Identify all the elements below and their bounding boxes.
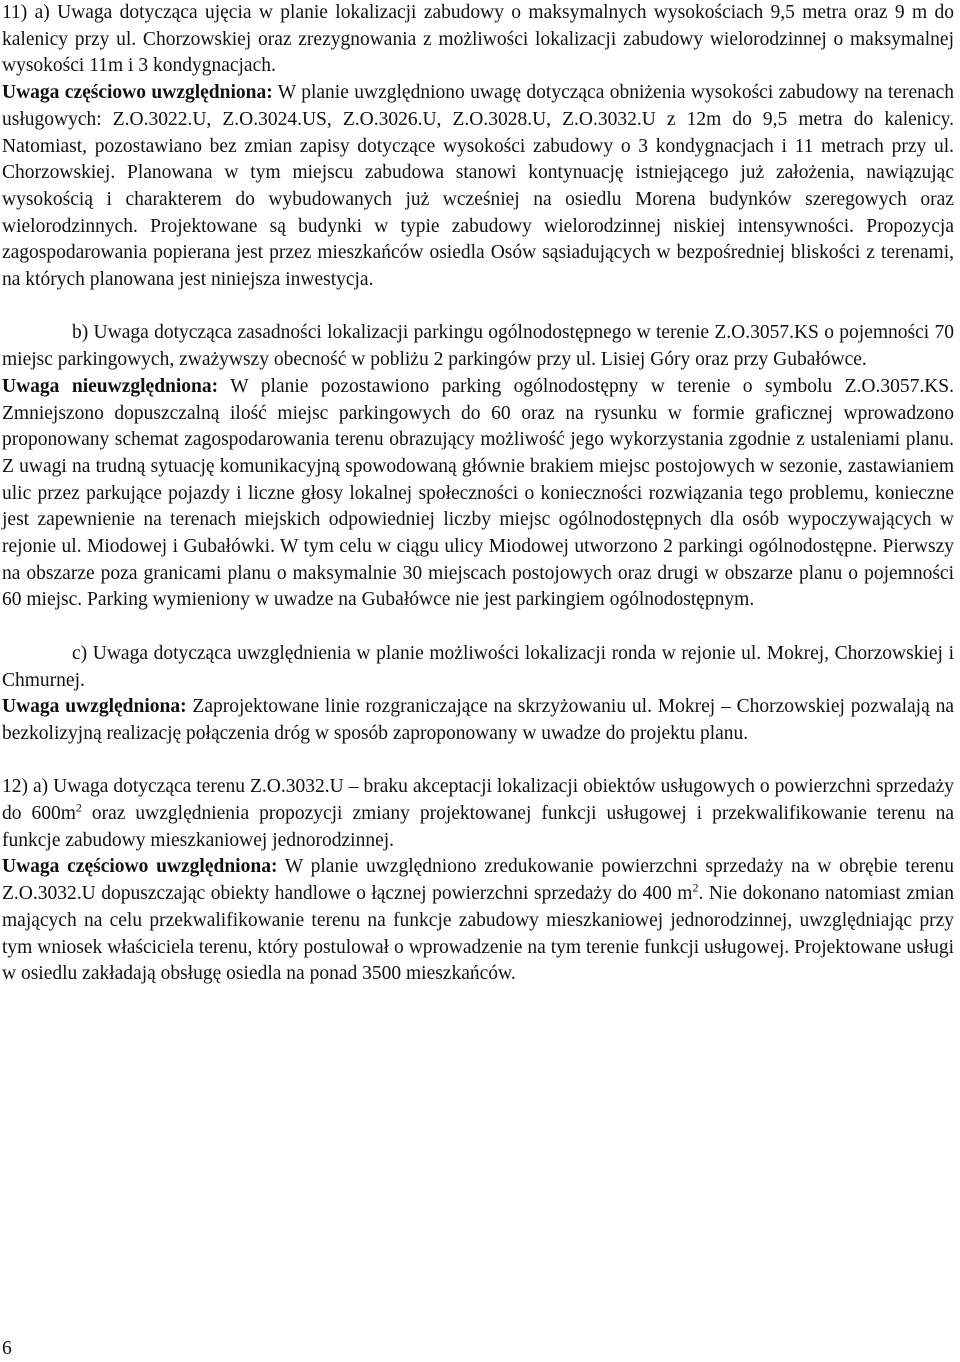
item-12a-response-label: Uwaga częściowo uwzględniona:: [2, 856, 278, 878]
item-11a-text: 11) a) Uwaga dotycząca ujęcia w planie lokalizacji zabudowy o maksymalnych wysokościach 9,5 metra oraz 9 m do kalenicy przy ul. Chorzowskiej oraz zrezygnowania z możliwości lokalizacji zabudowy wielorodzinnej o maksymalnej wysokości 11m i 3 kondygnacjach.: [2, 2, 954, 77]
item-12a-paragraph: [2, 774, 954, 854]
item-11b-response-paragraph: [2, 374, 954, 614]
item-12a-text-end: oraz uwzględnienia propozycji zmiany projektowanej funkcji usługowej i przekwalifikowanie terenu na funkcje zabudowy mieszkaniowej jednorodzinnej.: [2, 803, 954, 851]
item-11c-response-label: Uwaga uwzględniona:: [2, 696, 187, 718]
page-number: 6: [2, 1338, 12, 1359]
item-11a-paragraph: [2, 0, 954, 80]
paragraph-spacer: [2, 748, 954, 775]
item-11a-response-label: Uwaga częściowo uwzględniona:: [2, 82, 273, 104]
paragraph-spacer: [2, 614, 954, 641]
item-12a-text-start: 12) a) Uwaga dotycząca terenu Z.O.3032.U – braku akceptacji lokalizacji obiektów usługowych o powierzchni sprzedaży do 600m: [2, 776, 954, 825]
item-11b-response-label: Uwaga nieuwzględniona:: [2, 375, 219, 397]
item-11a-response-paragraph: [2, 80, 954, 294]
item-11c-response-paragraph: [2, 694, 954, 747]
item-11c-text: c) Uwaga dotycząca uwzględnienia w planie możliwości lokalizacji ronda w rejonie ul. Mokrej, Chorzowskiej i Chmurnej.: [2, 642, 954, 691]
paragraph-spacer: [2, 294, 954, 321]
item-12a-response-text-start: W planie uwzględniono zredukowanie powierzchni sprzedaży na w obrębie terenu Z.O.3032.U dopuszczając obiekty handlowe o łącznej powierzchni sprzedaży do 400 m: [2, 856, 954, 905]
item-12a-superscript: 2: [75, 800, 82, 815]
item-12a-response-paragraph: [2, 854, 954, 988]
item-11b-text: b) Uwaga dotycząca zasadności lokalizacji parkingu ogólnodostępnego w terenie Z.O.3057.KS o pojemności 70 miejsc parkingowych, zważywszy obecność w pobliżu 2 parkingów przy ul. Lisiej Góry oraz przy Gubałówce.: [2, 322, 954, 371]
item-12a-response-superscript: 2: [692, 880, 699, 895]
item-11a-response-text: W planie uwzględniono uwagę dotycząca obniżenia wysokości zabudowy na terenach usługowych: Z.O.3022.U, Z.O.3024.US, Z.O.3026.U, Z.O.3028.U, Z.O.3032.U z 12m do 9,5 metra do kalenicy. Natomiast, pozostawiano bez zmian zapisy dotyczące wysokości zabudowy o 3 kondygnacjach i 11 metrach przy ul. Chorzowskiej. Planowana w tym miejscu zabudowa stanowi kontynuację istniejącego już założenia, nawiązując wysokością i charakterem do wybudowanych już wcześniej na osiedlu Morena budynków szeregowych oraz wielorodzinnych. Projektowane są budynki w typie zabudowy wielorodzinnej niskiej intensywności. Propozycja zagospodarowania popierana jest przez mieszkańców osiedla Osów sąsiadujących w bezpośredniej bliskości z terenami, na których planowana jest niniejsza inwestycja.: [2, 82, 954, 291]
item-11c-paragraph: [2, 641, 954, 694]
item-11b-paragraph: [2, 320, 954, 373]
item-12a-response-text-end: . Nie dokonano natomiast zmian mających na celu przekwalifikowanie terenu na funkcje zabudowy mieszkaniowej jednorodzinnej, uwzględniając przy tym wniosek właściciela terenu, który postulował o wprowadzenie na tym terenie funkcji usługowej. Projektowane usługi w osiedlu zakładają obsługę osiedla na ponad 3500 mieszkańców.: [2, 883, 954, 985]
item-11b-response-text: W planie pozostawiono parking ogólnodostępny w terenie o symbolu Z.O.3057.KS. Zmniejszono dopuszczalną ilość miejsc parkingowych do 60 oraz na rysunku w formie graficznej wprowadzono proponowany schemat zagospodarowania terenu obrazujący możliwość jego wykorzystania zgodnie z ustaleniami planu. Z uwagi na trudną sytuację komunikacyjną spowodowaną głównie brakiem miejsc postojowych w sezonie, zastawianiem ulic przez parkujące pojazdy i liczne głosy lokalnej społeczności o konieczności rozwiązania tego problemu, konieczne jest zapewnienie na terenach miejskich odpowiedniej liczby miejsc ogólnodostępnych dla osób wypoczywających w rejonie ul. Miodowej i Gubałówki. W tym celu w ciągu ulicy Miodowej utworzono 2 parkingi ogólnodostępne. Pierwszy na obszarze poza granicami planu o maksymalnie 30 miejscach postojowych oraz drugi w obszarze planu o pojemności 60 miejsc. Parking wymieniony w uwadze na Gubałówce nie jest parkingiem ogólnodostępnym.: [2, 375, 955, 611]
item-11c-response-text: Zaprojektowane linie rozgraniczające na skrzyżowaniu ul. Mokrej – Chorzowskiej pozwalają na bezkolizyjną realizację połączenia dróg w sposób zaproponowany w uwadze do projektu planu.: [2, 696, 954, 744]
